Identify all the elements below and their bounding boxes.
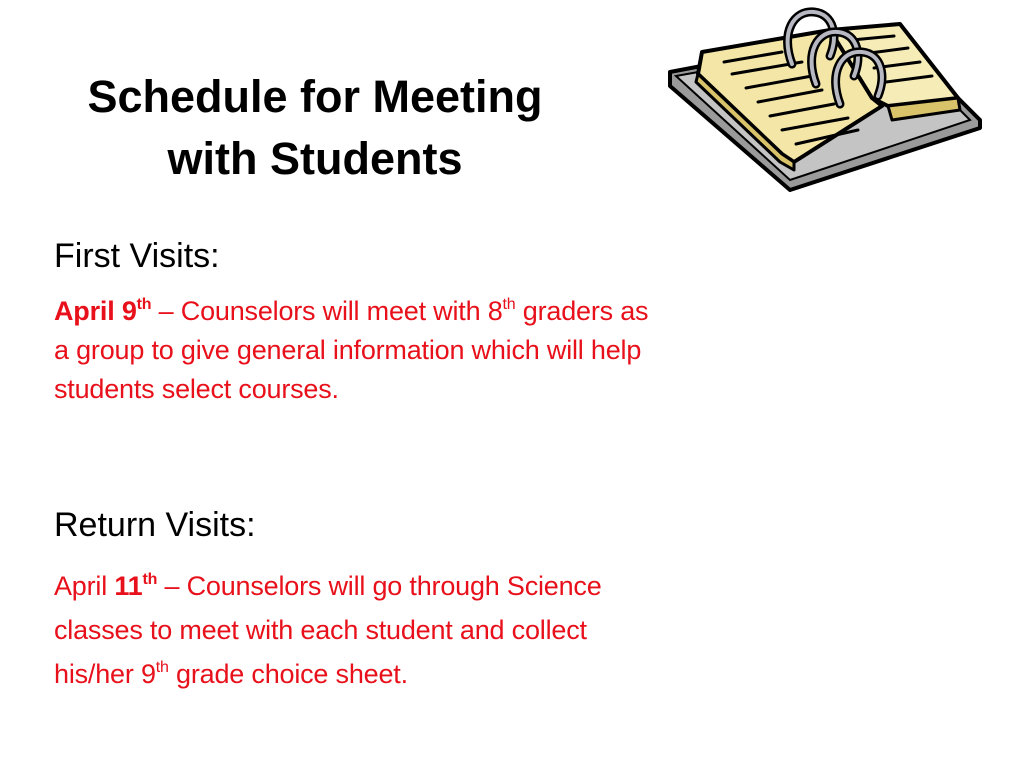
return-visits-text-c: grade choice sheet. (176, 659, 408, 689)
first-visits-heading: First Visits: (54, 237, 220, 275)
return-visits-day-suffix: th (142, 571, 158, 588)
return-visits-heading: Return Visits: (54, 506, 256, 544)
return-visits-date (114, 571, 157, 601)
first-visits-day: 9 (121, 296, 137, 326)
return-visits-month: April (54, 571, 108, 601)
return-visits-day: 11 (114, 571, 143, 601)
slide-title (30, 66, 600, 190)
first-visits-line-2: a group to give general information which will help (54, 335, 642, 365)
first-visits-grade-suffix: th (502, 296, 516, 313)
return-visits-text-a: – Counselors will go through Science (164, 571, 602, 601)
return-visits-line-3 (54, 652, 854, 696)
first-visits-month: April (54, 296, 115, 326)
first-visits-line-3: students select courses. (54, 374, 339, 404)
planner-book-icon (662, 2, 984, 192)
return-visits-text (54, 564, 854, 696)
first-visits-text-b: graders as (522, 296, 649, 326)
return-visits-line-2: classes to meet with each student and collect (54, 615, 587, 645)
first-visits-text (54, 292, 914, 409)
first-visits-day-suffix: th (136, 296, 152, 313)
return-visits-text-b: his/her 9 (54, 659, 156, 689)
first-visits-text-a: – Counselors will meet with 8 (158, 296, 503, 326)
return-visits-grade-suffix: th (155, 659, 169, 676)
title-line-2: with Students (167, 133, 463, 185)
return-visits-line-1 (54, 564, 854, 608)
first-visits-date (54, 296, 151, 326)
title-line-1: Schedule for Meeting (87, 71, 543, 123)
first-visits-line-1 (54, 292, 914, 331)
